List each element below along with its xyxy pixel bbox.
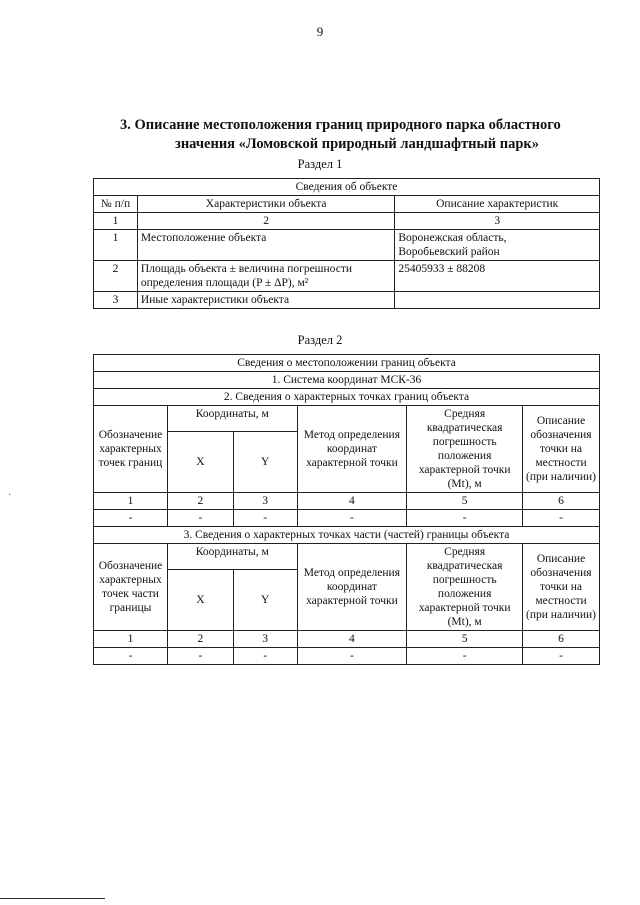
- column-numbers-row: [94, 631, 600, 648]
- empty-cell: -: [167, 510, 233, 527]
- row-num: 3: [94, 292, 138, 309]
- empty-cell: -: [523, 510, 600, 527]
- table-row: [94, 230, 600, 261]
- col-number: 1: [94, 493, 168, 510]
- header-error: Средняя квадратическая погрешность положения характерной точки (Mt), м: [407, 406, 523, 493]
- col-number: 4: [297, 631, 407, 648]
- col-number: 6: [523, 493, 600, 510]
- column-numbers-row: [94, 493, 600, 510]
- col-number: 2: [167, 631, 233, 648]
- header-designation-part: Обозначение характерных точек части границы: [94, 544, 168, 631]
- empty-cell: -: [407, 648, 523, 665]
- header-description: Описание характеристик: [395, 196, 600, 213]
- row-characteristic: Местоположение объекта: [137, 230, 394, 261]
- header-point-description: Описание обозначения точки на местности (при наличии): [523, 406, 600, 493]
- boundary-location-title: Сведения о местоположении границ объекта: [94, 355, 600, 372]
- row-characteristic-line: Площадь объекта ± величина погрешности: [140, 263, 352, 275]
- scan-mark: ·: [8, 490, 12, 501]
- col-number: 5: [407, 493, 523, 510]
- empty-cell: -: [94, 648, 168, 665]
- row-num: 1: [94, 230, 138, 261]
- col-number: 1: [94, 631, 168, 648]
- section-1-label: Раздел 1: [297, 157, 343, 171]
- subsection-3-title: 3. Сведения о характерных точках части (частей) границы объекта: [94, 527, 600, 544]
- col-number: 5: [407, 631, 523, 648]
- table-header-row: [94, 406, 600, 432]
- header-error: Средняя квадратическая погрешность положения характерной точки (Mt), м: [407, 544, 523, 631]
- col-number: 4: [297, 493, 407, 510]
- col-number: 6: [523, 631, 600, 648]
- header-y: Y: [233, 432, 297, 493]
- row-description: [395, 230, 600, 261]
- col-number: 1: [94, 213, 138, 230]
- empty-cell: -: [167, 648, 233, 665]
- row-characteristic-line: определения площади (P ± ΔP), м²: [140, 277, 309, 289]
- object-info-title: Сведения об объекте: [94, 179, 600, 196]
- section-2-label: Раздел 2: [297, 333, 343, 347]
- heading-line-1: 3. Описание местоположения границ природного парка областного: [120, 117, 561, 133]
- page-number: 9: [316, 24, 324, 39]
- empty-cell: -: [94, 510, 168, 527]
- header-x: X: [167, 432, 233, 493]
- col-number: 3: [233, 493, 297, 510]
- table-header-row: [94, 544, 600, 570]
- footnote-divider: [0, 898, 105, 899]
- row-num: 2: [94, 261, 138, 292]
- column-numbers-row: [94, 213, 600, 230]
- header-num: № п/п: [94, 196, 138, 213]
- empty-cell: -: [407, 510, 523, 527]
- table-row: [94, 261, 600, 292]
- col-number: 3: [395, 213, 600, 230]
- row-description: 25405933 ± 88208: [395, 261, 600, 292]
- table-header-row: [94, 196, 600, 213]
- table-row: [94, 648, 600, 665]
- empty-cell: -: [297, 648, 407, 665]
- header-x: X: [167, 570, 233, 631]
- row-description-line: Воронежская область,: [398, 232, 507, 244]
- header-coordinates: Координаты, м: [167, 544, 297, 570]
- section-heading: [120, 116, 590, 154]
- empty-cell: -: [233, 510, 297, 527]
- subsection-2-title: 2. Сведения о характерных точках границ объекта: [94, 389, 600, 406]
- coordinate-system: 1. Система координат МСК-36: [94, 372, 600, 389]
- empty-cell: -: [297, 510, 407, 527]
- col-number: 3: [233, 631, 297, 648]
- col-number: 2: [167, 493, 233, 510]
- row-characteristic: Иные характеристики объекта: [137, 292, 394, 309]
- header-point-description: Описание обозначения точки на местности (при наличии): [523, 544, 600, 631]
- header-characteristic: Характеристики объекта: [137, 196, 394, 213]
- table-row: [94, 292, 600, 309]
- header-coordinates: Координаты, м: [167, 406, 297, 432]
- header-y: Y: [233, 570, 297, 631]
- empty-cell: -: [523, 648, 600, 665]
- object-info-table: [93, 178, 600, 309]
- boundary-location-table: [93, 354, 600, 665]
- heading-line-2: значения «Ломовской природный ландшафтный парк»: [175, 136, 540, 152]
- header-designation: Обозначение характерных точек границ: [94, 406, 168, 493]
- row-characteristic: [137, 261, 394, 292]
- header-method: Метод определения координат характерной точки: [297, 544, 407, 631]
- header-method: Метод определения координат характерной точки: [297, 406, 407, 493]
- table-row: [94, 510, 600, 527]
- row-description-line: Воробьевский район: [398, 246, 500, 258]
- row-description: [395, 292, 600, 309]
- empty-cell: -: [233, 648, 297, 665]
- col-number: 2: [137, 213, 394, 230]
